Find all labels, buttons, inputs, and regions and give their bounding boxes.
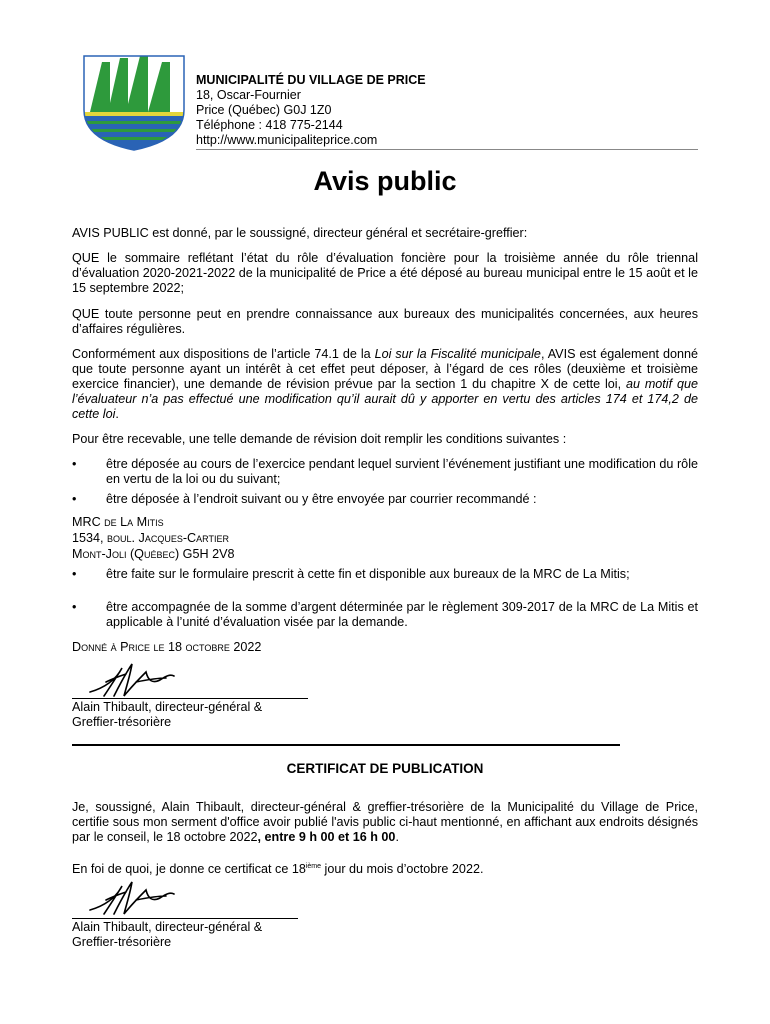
paragraph-consultation: QUE toute personne peut en prendre connaissance aux bureaux des municipalités concernées, aux heures d’affaires régulières.: [72, 307, 698, 336]
city-line: Price (Québec) G0J 1Z0: [196, 103, 332, 117]
address-line: 18, Oscar-Fournier: [196, 88, 301, 102]
signature-image: [86, 658, 176, 700]
law-title: Loi sur la Fiscalité municipale: [374, 347, 541, 361]
bullet-icon: •: [72, 600, 77, 614]
signatory-name: Alain Thibault, directeur-général &: [72, 700, 263, 714]
bullet-icon: •: [72, 492, 77, 506]
list-item-text: être déposée au cours de l’exercice pendant lequel survient l’événement justifiant une modification du rôle en vertu de la loi ou du suivant;: [106, 457, 698, 486]
certificate-hours: , entre 9 h 00 et 16 h 00: [257, 830, 396, 844]
mrc-street: 1534, boul. Jacques-Cartier: [72, 531, 229, 545]
closing-superscript: ième: [305, 862, 322, 870]
paragraph-revision: [72, 347, 698, 422]
revision-text-b: , AVIS est également donné que toute personne ayant un intérêt à cet effet peut déposer, à l’égard de ces rôles (deuxième et troisième exercice financier), une demande de révision prévue par la section 1 du chapitre X de cette loi,: [72, 347, 698, 391]
list-item-text: être accompagnée de la somme d’argent déterminée par le règlement 309-2017 de la MRC de La Mitis et applicable à l’unité d’évaluation visée par la demande.: [106, 600, 698, 629]
signatory-name: Alain Thibault, directeur-général &: [72, 920, 263, 934]
website-link[interactable]: http://www.municipaliteprice.com: [196, 133, 378, 147]
section-divider: [72, 744, 620, 746]
revision-motive: au motif que l’évaluateur n’a pas effectué une modification qu’il aurait dû y apporter en vertu des articles 174 et 174,2 de cette loi: [72, 377, 698, 421]
phone-line: Téléphone : 418 775-2144: [196, 118, 343, 132]
intro-paragraph: AVIS PUBLIC est donné, par le soussigné, directeur général et secrétaire-greffier:: [72, 226, 528, 240]
municipality-logo: [80, 52, 188, 152]
certificate-text-c: .: [395, 830, 399, 844]
closing-text-b: jour du mois d’octobre 2022.: [321, 862, 484, 876]
signatory-title: Greffier-trésorière: [72, 935, 172, 949]
mrc-name: MRC de La Mitis: [72, 515, 164, 529]
certificate-body: [72, 800, 698, 845]
revision-text-a: Conformément aux dispositions de l’article 74.1 de la: [72, 347, 375, 361]
municipality-name: MUNICIPALITÉ DU VILLAGE DE PRICE: [196, 73, 426, 87]
signature-line: [72, 698, 308, 699]
signature-line: [72, 918, 298, 919]
certificate-closing: [72, 862, 698, 877]
signatory-title: Greffier-trésorière: [72, 715, 172, 729]
signatory-block: [72, 920, 698, 950]
revision-text-c: .: [115, 407, 119, 421]
paragraph-summary: QUE le sommaire reflétant l’état du rôle d’évaluation foncière pour la troisième année du rôle triennal d’évaluation 2020-2021-2022 de la municipalité de Price a été déposé au bureau municipal entre le 15 août et le 15 septembre 2022;: [72, 251, 698, 295]
signatory-block: [72, 700, 698, 730]
letterhead: [196, 73, 426, 148]
signature-image: [86, 876, 176, 918]
list-item-text: être faite sur le formulaire prescrit à cette fin et disponible aux bureaux de la MRC de La Mitis;: [106, 567, 630, 581]
bullet-icon: •: [72, 567, 77, 581]
closing-text-a: En foi de quoi, je donne ce certificat ce 18: [72, 862, 306, 876]
bullet-icon: •: [72, 457, 77, 471]
certificate-title: CERTIFICAT DE PUBLICATION: [286, 761, 484, 776]
paragraph-conditions: Pour être recevable, une telle demande de révision doit remplir les conditions suivantes :: [72, 432, 567, 446]
given-at-line: Donné à Price le 18 octobre 2022: [72, 640, 262, 654]
certificate-text-a: Je, soussigné, Alain Thibault, directeur-général & greffier-trésorière de la Municipalité du Village de Price, certifie sous mon serment d'office avoir publié l'avis public ci-haut mentionné, en affichant aux endroits désignés par le conseil, le 18 octobre 2022: [72, 800, 698, 844]
header-divider: [196, 149, 698, 150]
page-title: Avis public: [313, 166, 457, 196]
list-item-text: être déposée à l’endroit suivant ou y être envoyée par courrier recommandé :: [106, 492, 537, 506]
mrc-city: Mont-Joli (Québec) G5H 2V8: [72, 547, 235, 561]
mrc-address: [72, 514, 698, 562]
